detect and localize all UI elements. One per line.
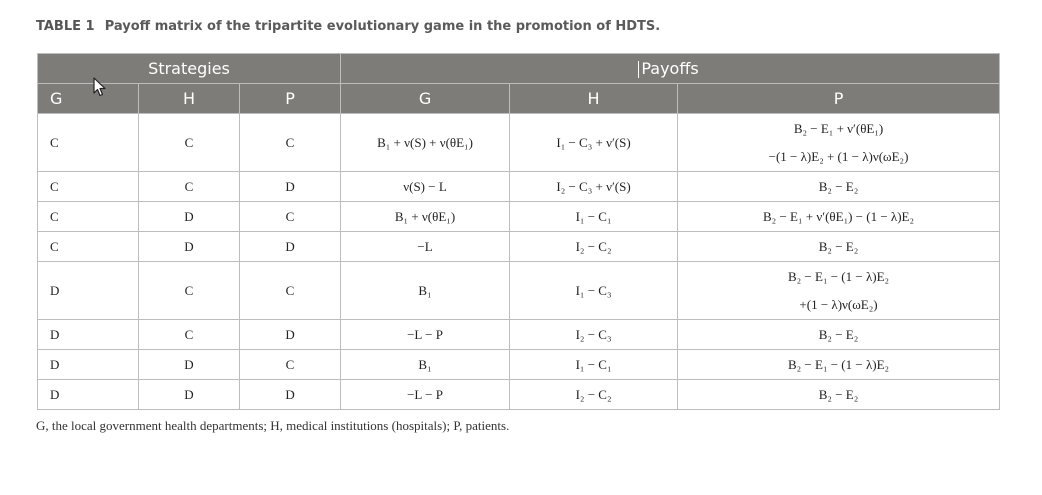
table-caption: [36, 19, 660, 34]
table-row: [38, 202, 1000, 232]
payoff-p-cell: B₂ − E₁ − (1 − λ)E₂: [678, 350, 1000, 380]
payoff-p-cell: B₂ − E₂: [678, 320, 1000, 350]
payoff-p-cell: [678, 114, 1000, 172]
col-header-strategy-p: P: [240, 84, 341, 114]
payoff-p-cell: B₂ − E₂: [678, 172, 1000, 202]
payoff-h-cell: I₁ − C₁: [510, 202, 678, 232]
strategy-h-cell: D: [139, 232, 240, 262]
strategy-h-cell: C: [139, 172, 240, 202]
strategy-p-cell: C: [240, 202, 341, 232]
strategy-g-cell: C: [38, 172, 139, 202]
table-row: [38, 262, 1000, 320]
strategy-g-cell: C: [38, 232, 139, 262]
payoff-h-cell: I₂ − C₂: [510, 380, 678, 410]
payoff-g-cell: −L − P: [341, 380, 510, 410]
strategy-p-cell: C: [240, 350, 341, 380]
strategy-p-cell: C: [240, 262, 341, 320]
col-header-payoff-h: H: [510, 84, 678, 114]
payoff-p-line: B₂ − E₁ + ν′(θE₁): [793, 120, 884, 136]
col-header-strategy-g: G: [38, 84, 139, 114]
table-label: TABLE 1: [36, 19, 95, 34]
payoff-p-cell: B₂ − E₁ + ν′(θE₁) − (1 − λ)E₂: [678, 202, 1000, 232]
strategy-g-cell: C: [38, 114, 139, 172]
payoff-h-cell: I₂ − C₂: [510, 232, 678, 262]
table-row: [38, 380, 1000, 410]
payoff-h-cell: I₂ − C₃: [510, 320, 678, 350]
strategy-g-cell: D: [38, 380, 139, 410]
payoff-p-line: B₂ − E₁ − (1 − λ)E₂: [787, 268, 890, 284]
strategy-g-cell: D: [38, 262, 139, 320]
strategy-p-cell: D: [240, 172, 341, 202]
payoff-p-line: +(1 − λ)ν(ωE₂): [799, 296, 878, 312]
payoff-p-cell: B₂ − E₂: [678, 380, 1000, 410]
payoff-g-cell: B₁ + ν(S) + ν(θE₁): [341, 114, 510, 172]
col-header-payoff-p: P: [678, 84, 1000, 114]
strategy-p-cell: D: [240, 380, 341, 410]
strategy-p-cell: D: [240, 232, 341, 262]
payoff-g-cell: −L: [341, 232, 510, 262]
payoff-g-cell: −L − P: [341, 320, 510, 350]
payoff-h-cell: I₁ − C₃: [510, 262, 678, 320]
strategy-p-cell: D: [240, 320, 341, 350]
payoffs-header: Payoffs: [341, 54, 1000, 84]
strategy-g-cell: C: [38, 202, 139, 232]
strategy-h-cell: D: [139, 350, 240, 380]
table-footnote: G, the local government health departments; H, medical institutions (hospitals); P, patients.: [36, 418, 510, 433]
strategy-h-cell: D: [139, 202, 240, 232]
strategy-h-cell: C: [139, 114, 240, 172]
col-header-payoff-g: G: [341, 84, 510, 114]
strategy-h-cell: C: [139, 262, 240, 320]
payoff-table: [37, 53, 1000, 410]
text-caret: [638, 61, 639, 78]
payoff-g-cell: B₁: [341, 350, 510, 380]
payoff-h-cell: I₁ − C₃ + ν′(S): [510, 114, 678, 172]
table-row: [38, 172, 1000, 202]
payoff-g-cell: B₁: [341, 262, 510, 320]
strategy-p-cell: C: [240, 114, 341, 172]
table-row: [38, 114, 1000, 172]
payoff-p-line: −(1 − λ)E₂ + (1 − λ)ν(ωE₂): [768, 148, 909, 164]
strategy-h-cell: C: [139, 320, 240, 350]
payoff-p-cell: [678, 262, 1000, 320]
payoff-p-cell: B₂ − E₂: [678, 232, 1000, 262]
strategy-g-cell: D: [38, 350, 139, 380]
payoff-g-cell: B₁ + ν(θE₁): [341, 202, 510, 232]
table-row: [38, 320, 1000, 350]
mouse-pointer-icon: [93, 77, 107, 97]
table-title: Payoff matrix of the tripartite evolutionary game in the promotion of HDTS.: [104, 19, 661, 34]
payoff-h-cell: I₁ − C₁: [510, 350, 678, 380]
table-row: [38, 232, 1000, 262]
strategy-h-cell: D: [139, 380, 240, 410]
col-header-strategy-h: H: [139, 84, 240, 114]
strategy-g-cell: D: [38, 320, 139, 350]
strategies-header: Strategies: [38, 54, 341, 84]
payoff-g-cell: ν(S) − L: [341, 172, 510, 202]
payoff-h-cell: I₂ − C₃ + ν′(S): [510, 172, 678, 202]
table-row: [38, 350, 1000, 380]
